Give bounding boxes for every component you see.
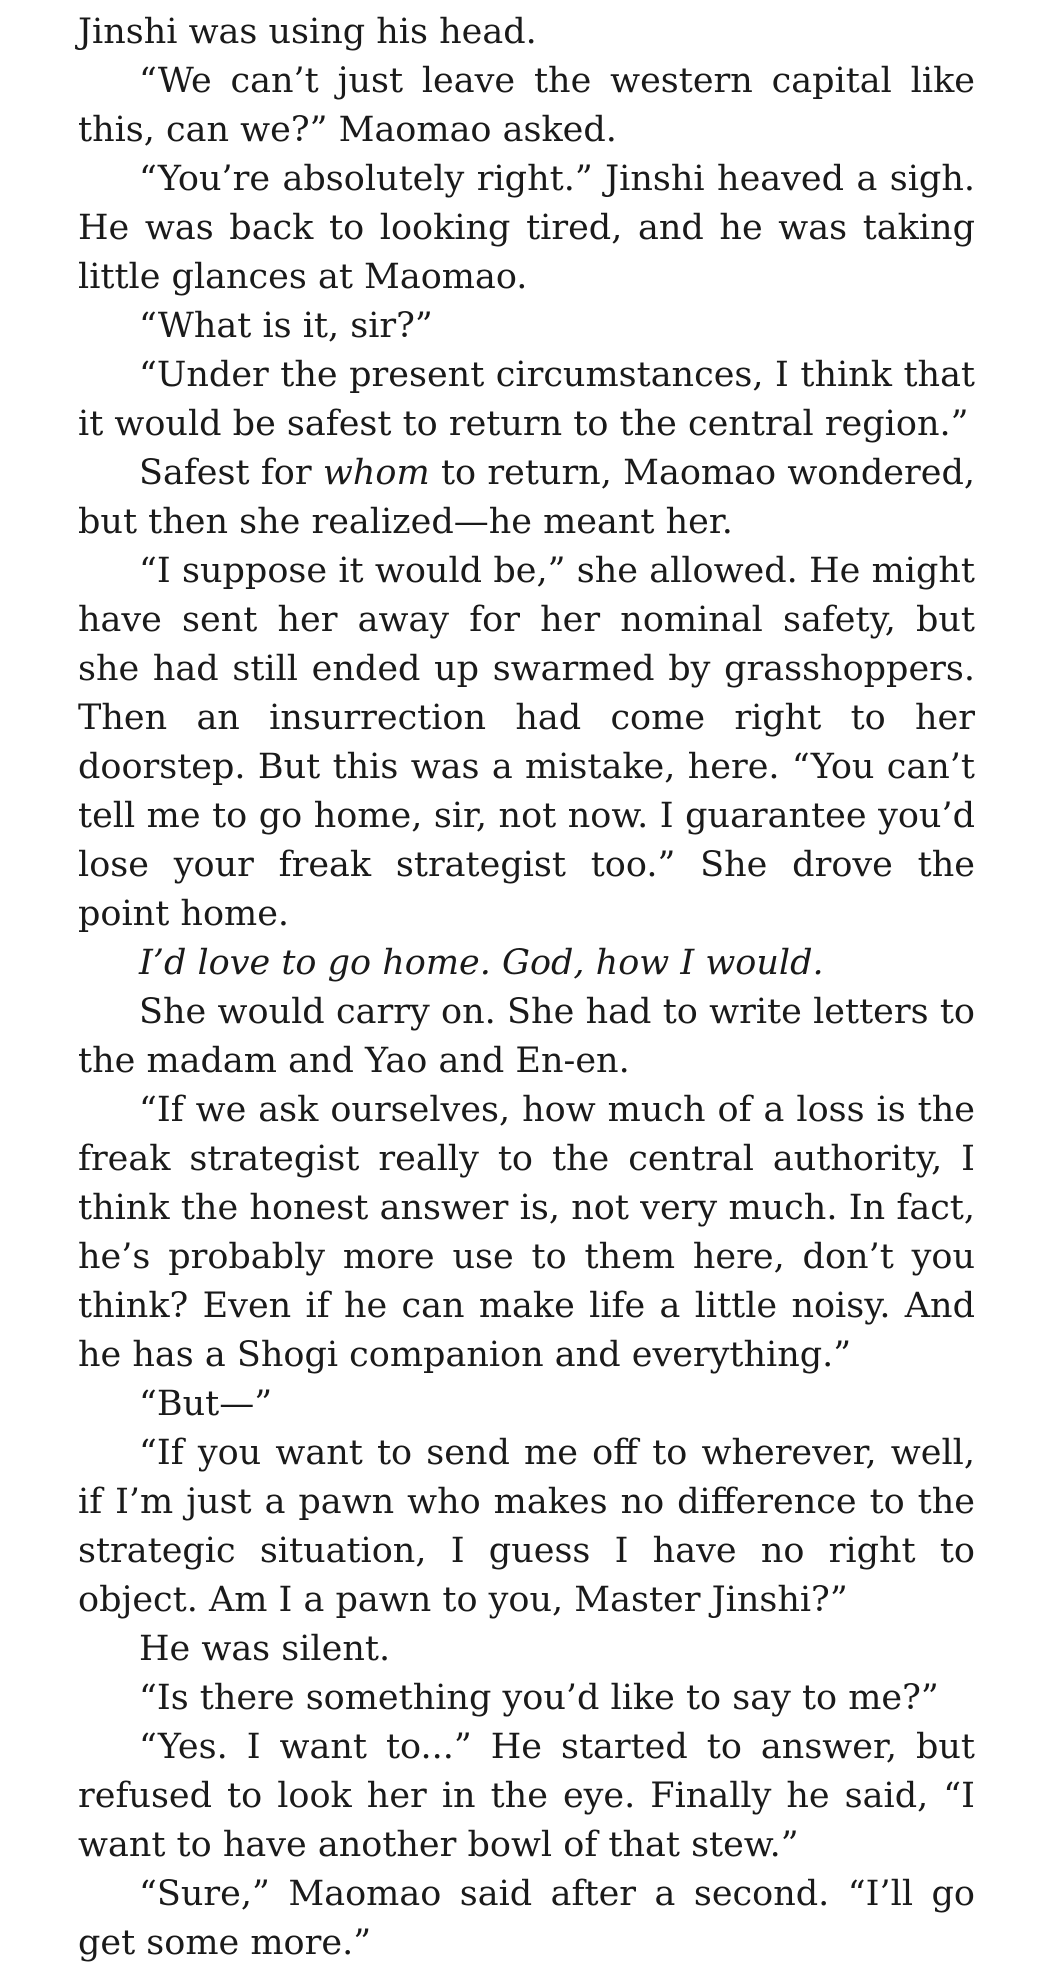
paragraph: Jinshi was using his head.: [78, 12, 537, 52]
paragraph-with-emphasis: [78, 449, 975, 547]
paragraph: “If we ask ourselves, how much of a loss is the freak strategist really to the central authority, I think the honest answer is, not very much. In fact, he’s probably more use to them here, don’t you think? Even if he can make life a little noisy. And he has a Shogi companion and everything.”: [78, 1090, 975, 1375]
paragraph-segment: Safest for: [139, 453, 323, 493]
paragraph: “What is it, sir?”: [139, 306, 433, 346]
paragraph: “We can’t just leave the western capital like this, can we?” Maomao asked.: [78, 61, 975, 150]
paragraph-segment: to return, Maomao wondered, but then she realized—he meant her.: [78, 453, 975, 542]
paragraph: “I suppose it would be,” she allowed. He might have sent her away for her nominal safety, but she had still ended up swarmed by grasshoppers. Then an insurrection had come right to her doorstep. But this was a mistake, here. “You can’t tell me to go home, sir, not now. I guarantee you’d lose your freak strategist too.” She drove the point home.: [78, 551, 975, 934]
paragraph: He was silent.: [139, 1629, 391, 1669]
paragraph: “You’re absolutely right.” Jinshi heaved a sigh. He was back to looking tired, and he was taking little glances at Maomao.: [78, 159, 975, 297]
paragraph: “But—”: [139, 1384, 273, 1424]
paragraph: “Under the present circumstances, I think that it would be safest to return to the central region.”: [78, 355, 975, 444]
paragraph: “Yes. I want to...” He started to answer, but refused to look her in the eye. Finally he said, “I want to have another bowl of that stew.”: [78, 1727, 975, 1865]
paragraph: She would carry on. She had to write letters to the madam and Yao and En-en.: [78, 992, 975, 1081]
paragraph: “If you want to send me off to wherever, well, if I’m just a pawn who makes no difference to the strategic situation, I guess I have no right to object. Am I a pawn to you, Master Jinshi?”: [78, 1433, 975, 1620]
italic-thought-paragraph: I’d love to go home. God, how I would.: [139, 943, 824, 983]
emphasized-word: whom: [322, 453, 430, 493]
paragraph: “Is there something you’d like to say to me?”: [139, 1678, 939, 1718]
book-page: [78, 8, 975, 1968]
paragraph: “Sure,” Maomao said after a second. “I’ll go get some more.”: [78, 1874, 975, 1963]
